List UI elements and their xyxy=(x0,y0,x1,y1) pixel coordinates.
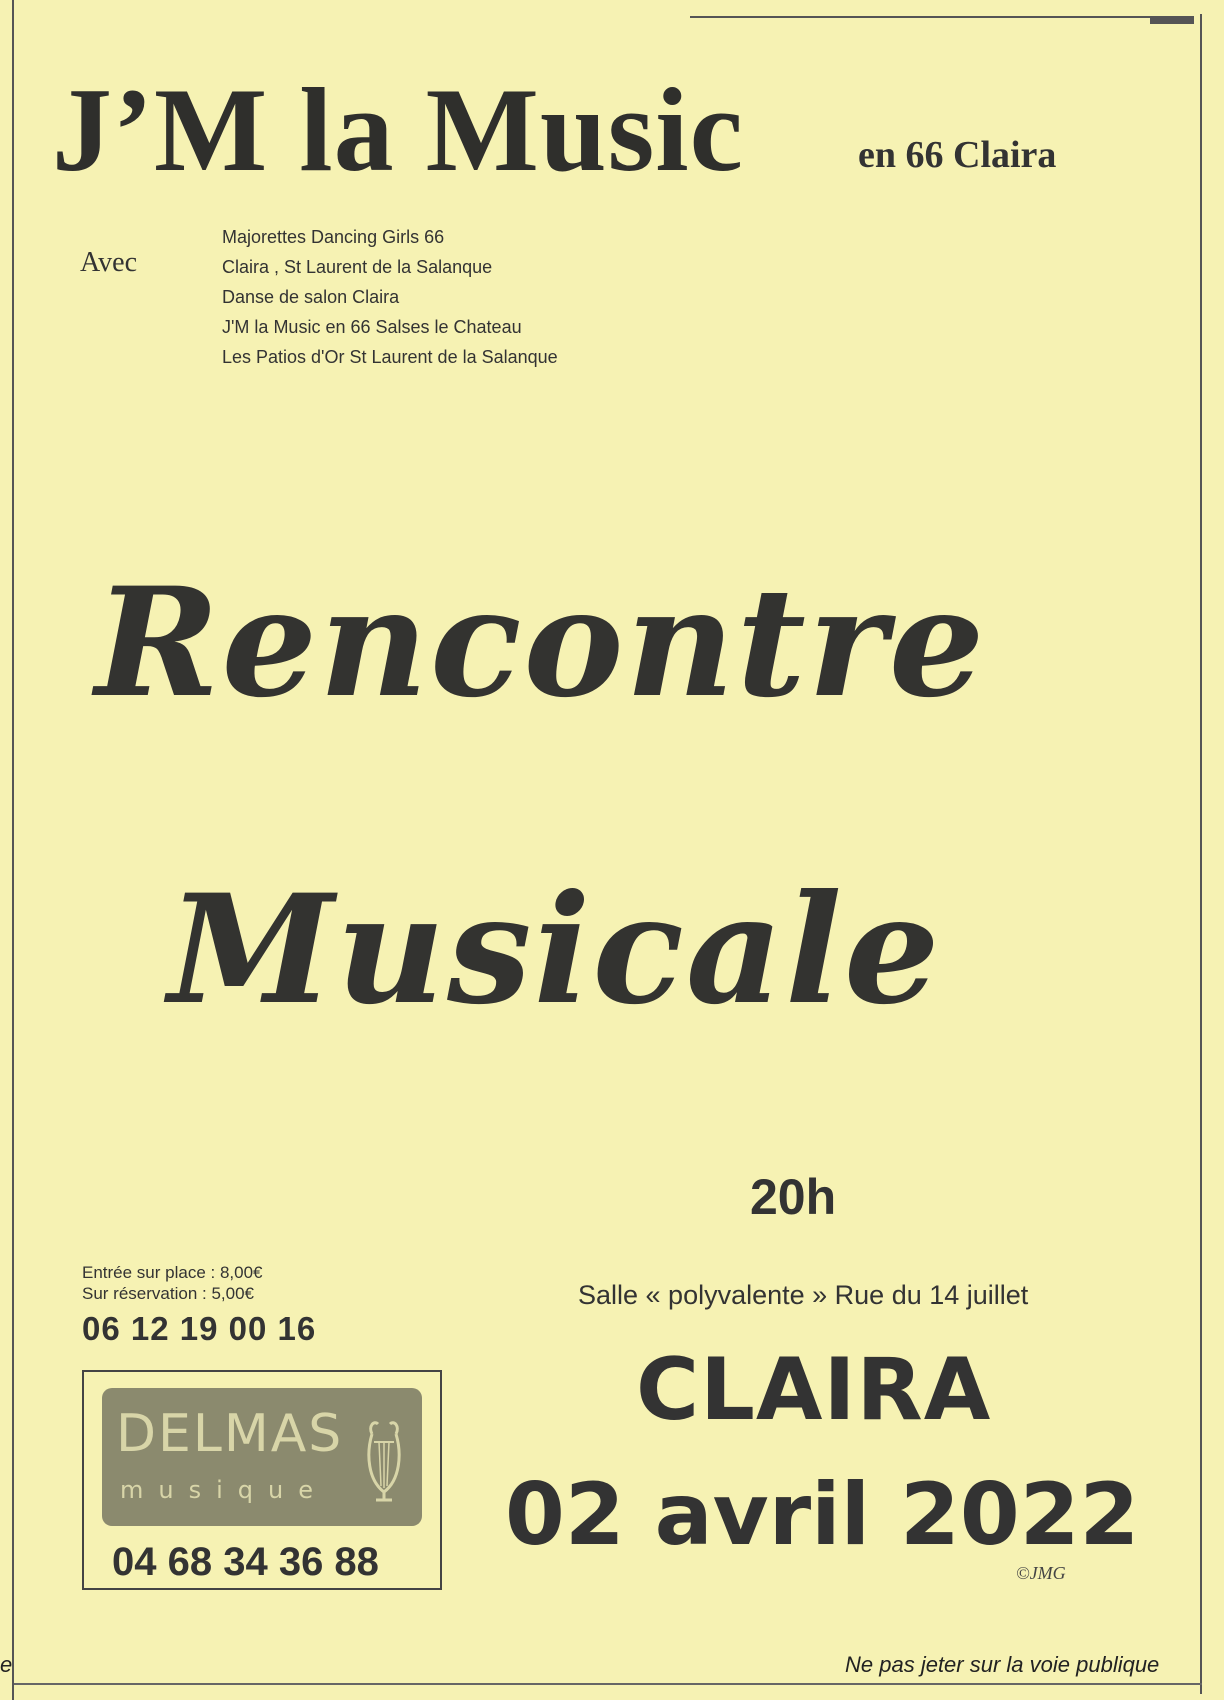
ticket-prices xyxy=(82,1262,263,1304)
guest-item: Majorettes Dancing Girls 66 xyxy=(222,227,445,247)
poster-title-location: en 66 Claira xyxy=(858,134,1057,176)
guest-item: J'M la Music en 66 Salses le Chateau xyxy=(222,317,522,337)
headline-line-2: Musicale xyxy=(168,862,942,1038)
scan-border-bottom xyxy=(14,1683,1202,1685)
reservation-phone: 06 12 19 00 16 xyxy=(82,1310,317,1347)
price-reservation: Sur réservation : 5,00€ xyxy=(82,1284,254,1303)
event-city: CLAIRA xyxy=(636,1340,992,1440)
guest-item: Danse de salon Claira xyxy=(222,287,400,307)
lyre-icon xyxy=(364,1414,404,1510)
scan-border-right xyxy=(1200,14,1202,1694)
sponsor-logo-subtitle: musique xyxy=(120,1476,328,1504)
guest-list xyxy=(222,222,558,372)
event-date: 02 avril 2022 xyxy=(505,1465,1140,1565)
event-time: 20h xyxy=(750,1169,837,1225)
guest-item: Les Patios d'Or St Laurent de la Salanque xyxy=(222,347,558,367)
sponsor-logo-word: DELMAS xyxy=(116,1404,344,1464)
sponsor-ad xyxy=(82,1370,442,1590)
with-label: Avec xyxy=(80,247,137,278)
price-on-site: Entrée sur place : 8,00€ xyxy=(82,1263,263,1282)
event-venue: Salle « polyvalente » Rue du 14 juillet xyxy=(578,1280,1029,1310)
scan-border-top-bar xyxy=(1150,16,1194,24)
sponsor-phone: 04 68 34 36 88 xyxy=(112,1540,379,1584)
footer-notice: Ne pas jeter sur la voie publique xyxy=(845,1652,1160,1677)
sponsor-logo xyxy=(102,1388,422,1526)
headline-line-1: Rencontre xyxy=(95,555,987,731)
copyright-mark: ©JMG xyxy=(1016,1563,1066,1583)
footer-left-fragment: e xyxy=(0,1652,13,1677)
poster-title: J’M la Music xyxy=(52,63,744,196)
scan-border-top xyxy=(690,16,1190,18)
scan-border-left xyxy=(12,0,14,1700)
guest-item: Claira , St Laurent de la Salanque xyxy=(222,257,493,277)
